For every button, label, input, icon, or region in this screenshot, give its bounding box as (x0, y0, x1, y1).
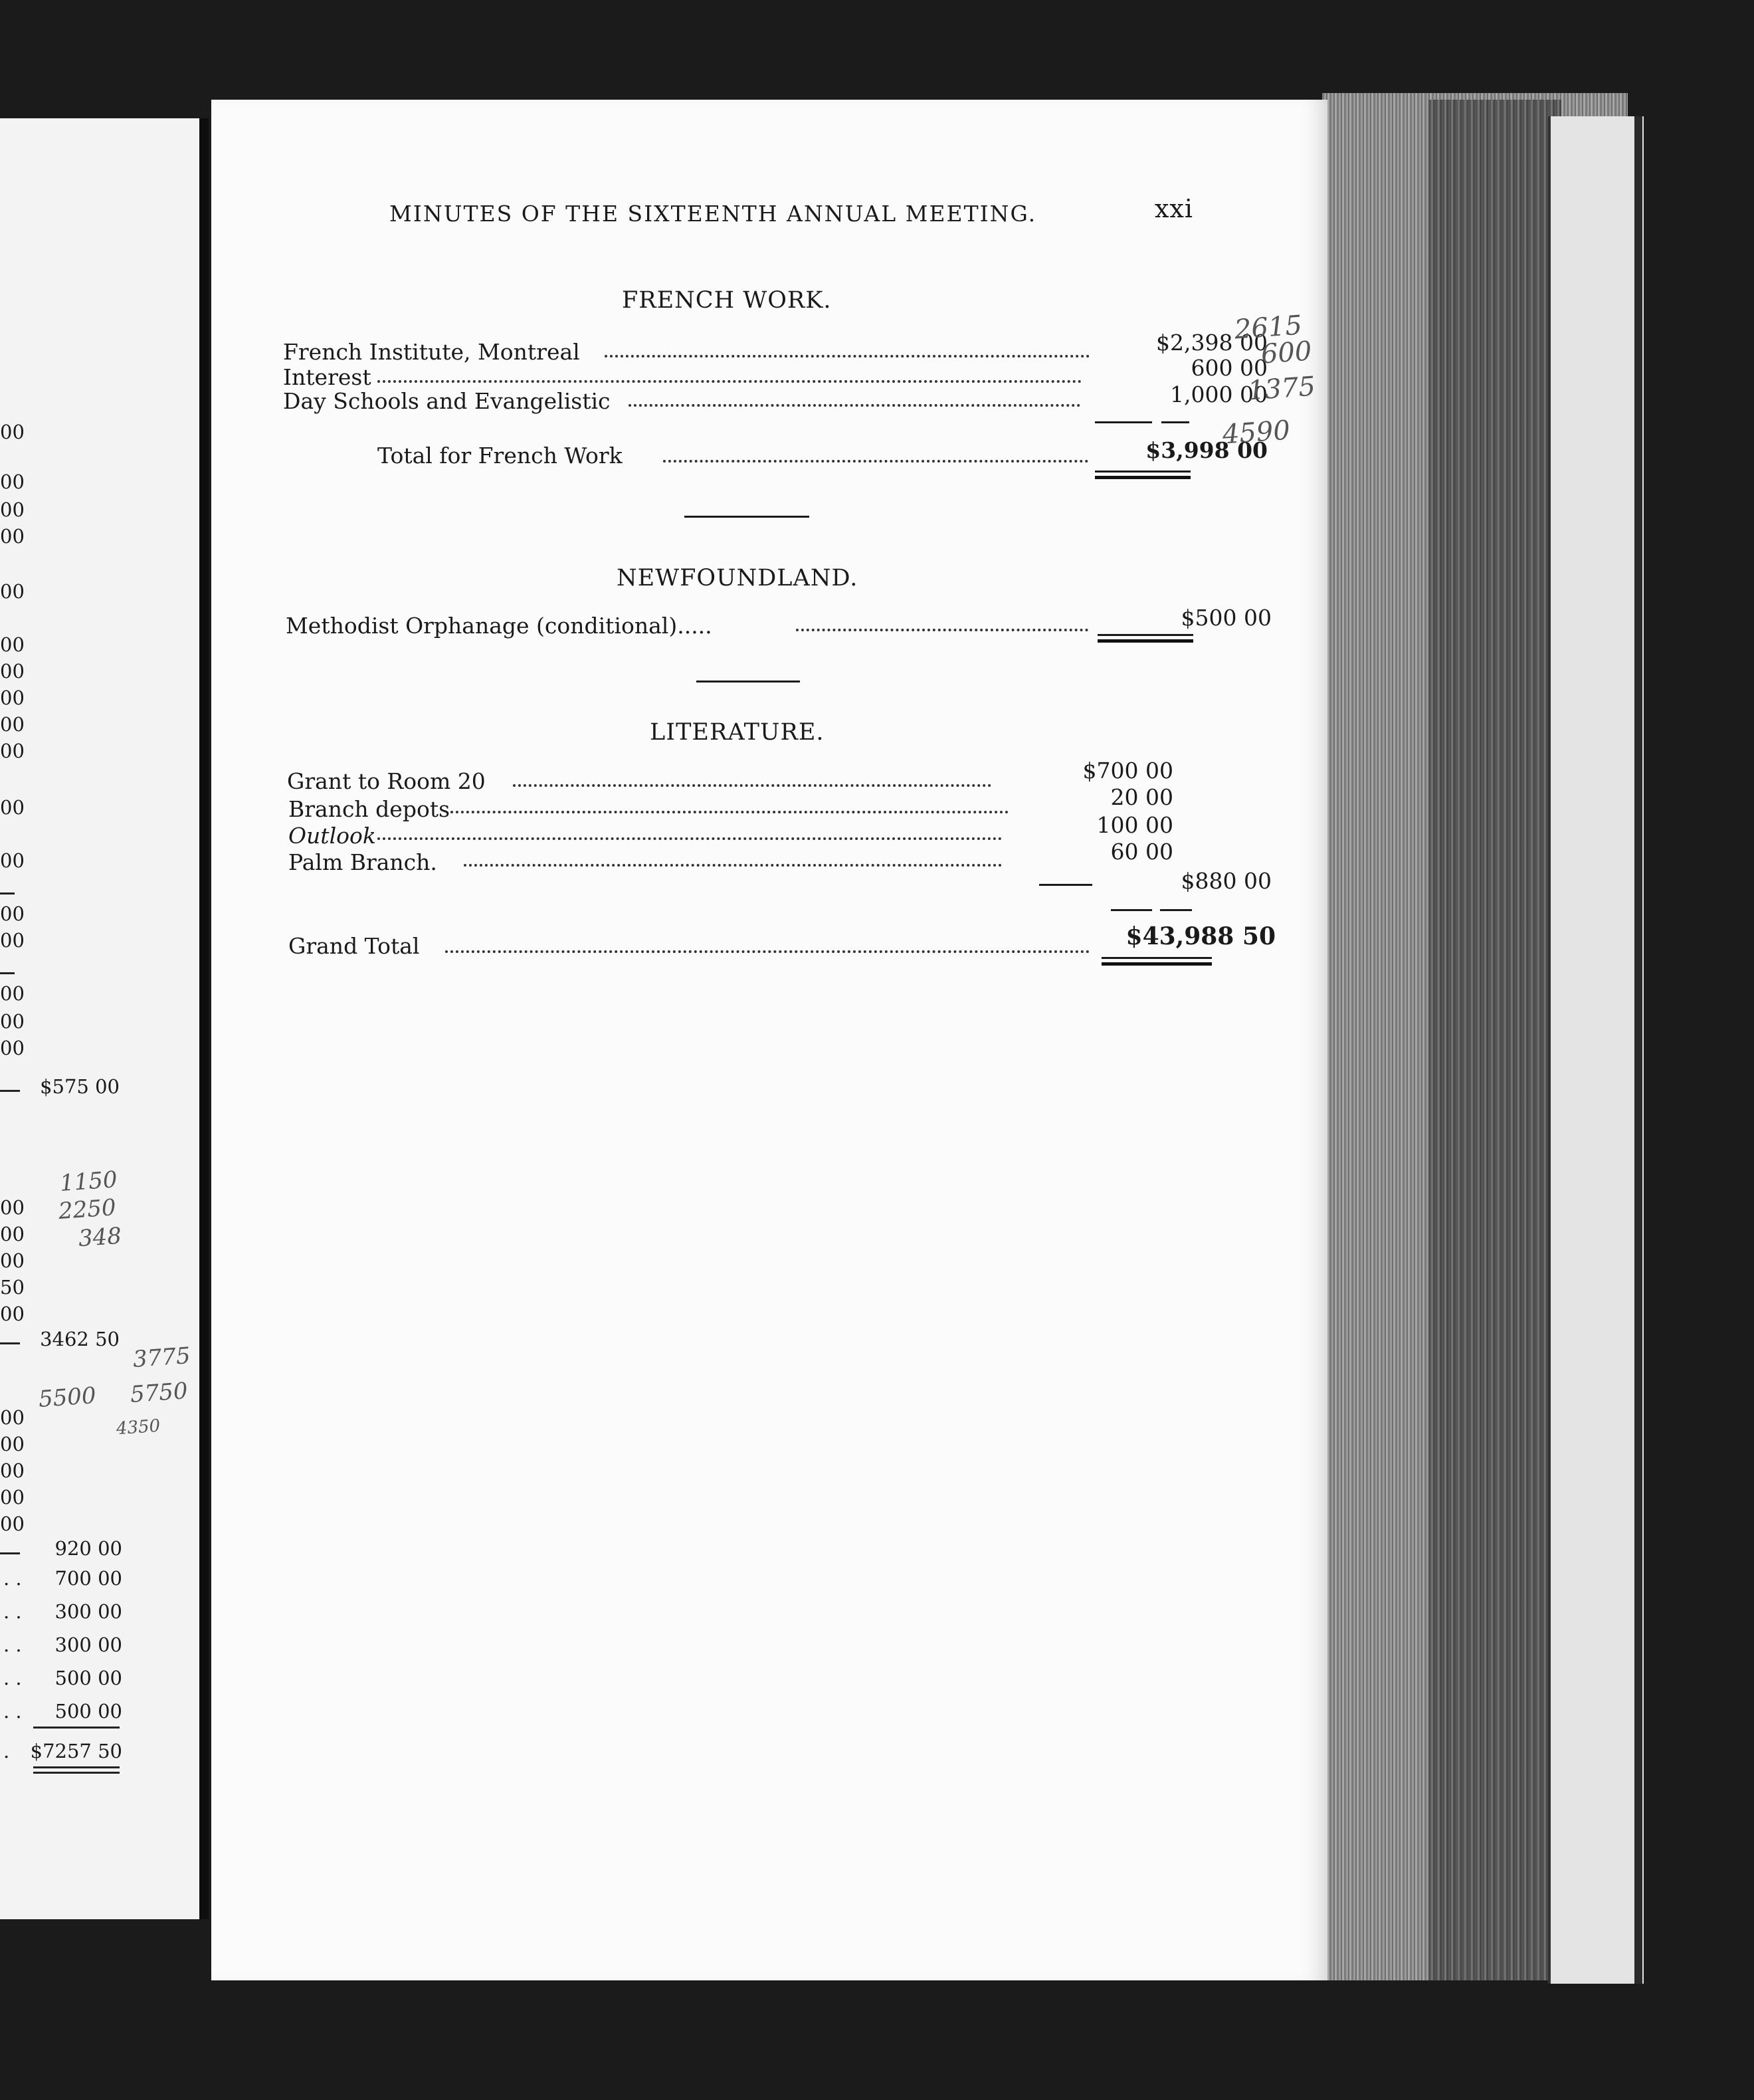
left-subtotal: $575 00 (40, 1075, 120, 1098)
row-label: Outlook (288, 823, 376, 849)
section-title-newfoundland: NEWFOUNDLAND. (617, 565, 858, 591)
row-amount: $500 00 (1181, 605, 1272, 631)
sum-rule (1111, 909, 1152, 911)
left-edge-value: 00 (0, 740, 25, 762)
left-edge-value: 00 (0, 471, 25, 493)
dot-leader (605, 355, 1090, 358)
sum-rule (1095, 421, 1152, 423)
row-label: Branch depots (288, 796, 450, 822)
left-edge-value: 00 (0, 929, 25, 952)
dot-leader (629, 404, 1080, 407)
row-amount: 1,000 00 (1170, 381, 1268, 407)
left-edge-value: 00 (0, 580, 25, 603)
dot-leader (796, 629, 1088, 631)
left-dots: . . (3, 1667, 22, 1689)
total-label: Total for French Work (377, 443, 623, 469)
left-grand-subtotal: $7257 50 (30, 1740, 122, 1762)
double-rule (1098, 639, 1193, 643)
left-handwritten-note: 348 (77, 1222, 123, 1253)
left-edge-value: 00 (0, 982, 25, 1005)
section-title-french-work: FRENCH WORK. (622, 287, 832, 314)
double-rule (1102, 957, 1212, 959)
left-rule (33, 1727, 120, 1729)
left-dots: . . (3, 1567, 22, 1590)
left-dots: . (3, 1740, 10, 1762)
left-dots: . . (3, 1600, 22, 1623)
dot-leader (663, 460, 1088, 463)
left-subtotal: 920 00 (54, 1537, 122, 1560)
left-edge-value: 00 (0, 525, 25, 548)
handwritten-note: 2615 (1233, 310, 1304, 346)
left-edge-value: 00 (0, 1010, 25, 1033)
row-amount: $700 00 (1082, 758, 1173, 784)
left-value: 500 00 (54, 1700, 122, 1723)
left-edge-value: 00 (0, 498, 25, 521)
left-handwritten-note: 5500 (37, 1382, 97, 1413)
left-rule (33, 1766, 120, 1768)
left-edge-value: 00 (0, 1249, 25, 1272)
dot-leader (377, 380, 1082, 383)
double-rule (1098, 634, 1193, 636)
left-handwritten-note: 3775 (132, 1342, 191, 1373)
row-amount: 60 00 (1110, 839, 1173, 865)
handwritten-note: 600 (1260, 336, 1313, 370)
section-divider (684, 516, 809, 518)
left-rule (0, 1090, 20, 1092)
dot-leader (377, 837, 1002, 840)
left-handwritten-note: 5750 (129, 1378, 189, 1408)
left-value: 300 00 (54, 1633, 122, 1656)
sum-rule (1160, 909, 1192, 911)
dot-leader (445, 950, 1090, 953)
left-handwritten-note: 1150 (58, 1166, 118, 1197)
left-edge-value: 00 (0, 421, 25, 443)
book-cover-board (1548, 116, 1644, 1984)
left-edge-value: 00 (0, 1459, 25, 1482)
left-edge-value: 50 (0, 1276, 25, 1299)
double-rule (1095, 476, 1191, 479)
left-edge-value: 00 (0, 686, 25, 709)
row-amount: 600 00 (1191, 355, 1268, 381)
row-label: Interest (283, 364, 371, 390)
left-value: 500 00 (54, 1667, 122, 1689)
left-value: 300 00 (54, 1600, 122, 1623)
left-edge-value: 00 (0, 902, 25, 925)
dot-leader (450, 811, 1009, 813)
running-title: MINUTES OF THE SIXTEENTH ANNUAL MEETING. (389, 201, 1037, 227)
subtotal-amount: $880 00 (1181, 868, 1272, 894)
row-label: French Institute, Montreal (283, 339, 580, 365)
page-number: xxi (1155, 194, 1194, 223)
dot-leader (513, 784, 991, 787)
left-rule (33, 1772, 120, 1774)
row-label: Palm Branch. (288, 849, 437, 875)
sum-rule (1039, 884, 1092, 886)
left-edge-value: 00 (0, 1303, 25, 1325)
left-rule (0, 1342, 20, 1344)
left-rule (0, 972, 15, 974)
grand-total-amount: $43,988 50 (1125, 922, 1276, 950)
total-amount: $3,998 00 (1145, 437, 1268, 463)
left-handwritten-note: 4350 (116, 1416, 161, 1439)
row-label: Grant to Room 20 (287, 768, 486, 794)
main-page (211, 100, 1327, 1980)
sum-rule (1161, 421, 1189, 423)
left-dots: . . (3, 1700, 22, 1723)
section-title-literature: LITERATURE. (650, 719, 825, 746)
left-subtotal: 3462 50 (40, 1328, 120, 1350)
dot-leader (464, 864, 1002, 867)
left-edge-value: 00 (0, 1486, 25, 1509)
left-edge-value: 00 (0, 1223, 25, 1245)
page-block-shadow (1428, 100, 1561, 1980)
left-edge-value: 00 (0, 849, 25, 872)
left-page-fragment (0, 118, 209, 1919)
left-edge-value: 00 (0, 713, 25, 736)
handwritten-note: 4590 (1221, 415, 1292, 451)
row-label: Methodist Orphanage (conditional)..... (286, 613, 712, 639)
row-amount: $2,398 00 (1156, 330, 1268, 356)
left-edge-value: 00 (0, 633, 25, 656)
handwritten-note: 1375 (1246, 371, 1317, 407)
row-amount: 20 00 (1110, 784, 1173, 810)
left-edge-value: 00 (0, 1433, 25, 1455)
book-cover-edge (1634, 116, 1642, 1984)
left-edge-value: 00 (0, 796, 25, 819)
double-rule (1095, 471, 1191, 472)
double-rule (1102, 962, 1212, 966)
grand-total-label: Grand Total (288, 933, 420, 959)
row-label: Day Schools and Evangelistic (283, 388, 611, 414)
left-handwritten-note: 2250 (57, 1194, 117, 1225)
left-rule (0, 1552, 20, 1554)
left-rule (0, 892, 15, 894)
left-edge-value: 00 (0, 660, 25, 682)
left-edge-value: 00 (0, 1037, 25, 1059)
left-value: 700 00 (54, 1567, 122, 1590)
section-divider (696, 681, 800, 682)
left-edge-value: 00 (0, 1513, 25, 1535)
left-dots: . . (3, 1633, 22, 1656)
left-edge-value: 00 (0, 1406, 25, 1429)
left-edge-value: 00 (0, 1196, 25, 1219)
row-amount: 100 00 (1096, 812, 1173, 838)
